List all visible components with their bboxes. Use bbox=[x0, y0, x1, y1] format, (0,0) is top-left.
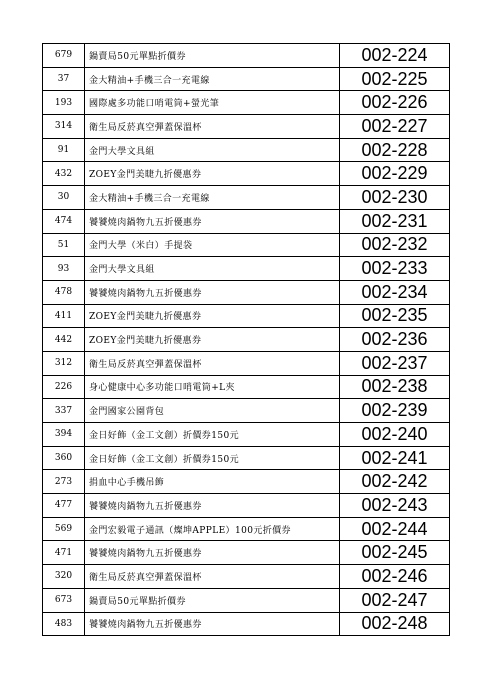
ticket-code: 002-236 bbox=[340, 328, 450, 352]
table-row bbox=[43, 91, 450, 115]
entry-number: 360 bbox=[43, 446, 85, 470]
table-row bbox=[43, 186, 450, 210]
table-row bbox=[43, 304, 450, 328]
entry-number: 51 bbox=[43, 233, 85, 257]
table-row bbox=[43, 612, 450, 636]
prize-name: ZOEY金門美睫九折優惠券 bbox=[85, 304, 340, 328]
ticket-code: 002-224 bbox=[340, 44, 450, 68]
entry-number: 30 bbox=[43, 186, 85, 210]
ticket-code: 002-227 bbox=[340, 115, 450, 139]
table-row bbox=[43, 446, 450, 470]
table-row bbox=[43, 162, 450, 186]
prize-name: 金大精油+手機三合一充電線 bbox=[85, 186, 340, 210]
entry-number: 471 bbox=[43, 541, 85, 565]
entry-number: 337 bbox=[43, 399, 85, 423]
entry-number: 411 bbox=[43, 304, 85, 328]
entry-number: 477 bbox=[43, 494, 85, 518]
prize-name: 國際處多功能口哨電筒+螢光筆 bbox=[85, 91, 340, 115]
ticket-code: 002-230 bbox=[340, 186, 450, 210]
entry-number: 673 bbox=[43, 588, 85, 612]
prize-name: 身心健康中心多功能口哨電筒+L夾 bbox=[85, 375, 340, 399]
ticket-code: 002-235 bbox=[340, 304, 450, 328]
table-row bbox=[43, 351, 450, 375]
ticket-code: 002-245 bbox=[340, 541, 450, 565]
entry-number: 226 bbox=[43, 375, 85, 399]
prize-name: 金門大學（米白）手提袋 bbox=[85, 233, 340, 257]
prize-name: 衛生局反菸真空彈蓋保溫杯 bbox=[85, 115, 340, 139]
entry-number: 569 bbox=[43, 517, 85, 541]
prize-list-table bbox=[42, 43, 450, 636]
prize-name: 金大精油+手機三合一充電線 bbox=[85, 67, 340, 91]
prize-name: 金日好飾（金工文創）折價券150元 bbox=[85, 446, 340, 470]
prize-name: 鍋賣局50元單點折價券 bbox=[85, 588, 340, 612]
prize-name: 捐血中心手機吊飾 bbox=[85, 470, 340, 494]
ticket-code: 002-238 bbox=[340, 375, 450, 399]
ticket-code: 002-239 bbox=[340, 399, 450, 423]
table-row bbox=[43, 257, 450, 281]
prize-name: 饕饕燒肉鍋物九五折優惠券 bbox=[85, 209, 340, 233]
ticket-code: 002-237 bbox=[340, 351, 450, 375]
prize-name: 金門大學文具組 bbox=[85, 257, 340, 281]
entry-number: 91 bbox=[43, 138, 85, 162]
prize-name: 金門大學文具組 bbox=[85, 138, 340, 162]
entry-number: 314 bbox=[43, 115, 85, 139]
ticket-code: 002-243 bbox=[340, 494, 450, 518]
entry-number: 432 bbox=[43, 162, 85, 186]
prize-name: 金門宏毅電子通訊（燦坤APPLE）100元折價券 bbox=[85, 517, 340, 541]
entry-number: 394 bbox=[43, 423, 85, 447]
entry-number: 320 bbox=[43, 565, 85, 589]
entry-number: 93 bbox=[43, 257, 85, 281]
prize-name: 饕饕燒肉鍋物九五折優惠券 bbox=[85, 612, 340, 636]
entry-number: 679 bbox=[43, 44, 85, 68]
table-row bbox=[43, 233, 450, 257]
ticket-code: 002-228 bbox=[340, 138, 450, 162]
table-row bbox=[43, 67, 450, 91]
table-row bbox=[43, 565, 450, 589]
table-row bbox=[43, 399, 450, 423]
entry-number: 312 bbox=[43, 351, 85, 375]
prize-name: 鍋賣局50元單點折價券 bbox=[85, 44, 340, 68]
ticket-code: 002-240 bbox=[340, 423, 450, 447]
table-row bbox=[43, 138, 450, 162]
prize-name: 饕饕燒肉鍋物九五折優惠券 bbox=[85, 541, 340, 565]
ticket-code: 002-229 bbox=[340, 162, 450, 186]
ticket-code: 002-231 bbox=[340, 209, 450, 233]
table-row bbox=[43, 588, 450, 612]
ticket-code: 002-246 bbox=[340, 565, 450, 589]
entry-number: 37 bbox=[43, 67, 85, 91]
ticket-code: 002-242 bbox=[340, 470, 450, 494]
ticket-code: 002-233 bbox=[340, 257, 450, 281]
prize-list-body bbox=[43, 44, 450, 636]
ticket-code: 002-241 bbox=[340, 446, 450, 470]
table-row bbox=[43, 375, 450, 399]
prize-name: 饕饕燒肉鍋物九五折優惠券 bbox=[85, 494, 340, 518]
ticket-code: 002-234 bbox=[340, 280, 450, 304]
entry-number: 483 bbox=[43, 612, 85, 636]
table-row bbox=[43, 328, 450, 352]
table-row bbox=[43, 494, 450, 518]
entry-number: 273 bbox=[43, 470, 85, 494]
prize-name: ZOEY金門美睫九折優惠券 bbox=[85, 328, 340, 352]
ticket-code: 002-244 bbox=[340, 517, 450, 541]
prize-name: 衛生局反菸真空彈蓋保溫杯 bbox=[85, 565, 340, 589]
table-row bbox=[43, 517, 450, 541]
prize-name: 饕饕燒肉鍋物九五折優惠券 bbox=[85, 280, 340, 304]
table-row bbox=[43, 423, 450, 447]
table-row bbox=[43, 541, 450, 565]
ticket-code: 002-247 bbox=[340, 588, 450, 612]
entry-number: 193 bbox=[43, 91, 85, 115]
table-row bbox=[43, 209, 450, 233]
ticket-code: 002-226 bbox=[340, 91, 450, 115]
ticket-code: 002-248 bbox=[340, 612, 450, 636]
prize-name: ZOEY金門美睫九折優惠券 bbox=[85, 162, 340, 186]
table-row bbox=[43, 44, 450, 68]
entry-number: 478 bbox=[43, 280, 85, 304]
prize-name: 金門國家公園背包 bbox=[85, 399, 340, 423]
prize-name: 金日好飾（金工文創）折價券150元 bbox=[85, 423, 340, 447]
ticket-code: 002-225 bbox=[340, 67, 450, 91]
table-row bbox=[43, 280, 450, 304]
entry-number: 474 bbox=[43, 209, 85, 233]
table-row bbox=[43, 470, 450, 494]
table-row bbox=[43, 115, 450, 139]
ticket-code: 002-232 bbox=[340, 233, 450, 257]
prize-name: 衛生局反菸真空彈蓋保溫杯 bbox=[85, 351, 340, 375]
entry-number: 442 bbox=[43, 328, 85, 352]
